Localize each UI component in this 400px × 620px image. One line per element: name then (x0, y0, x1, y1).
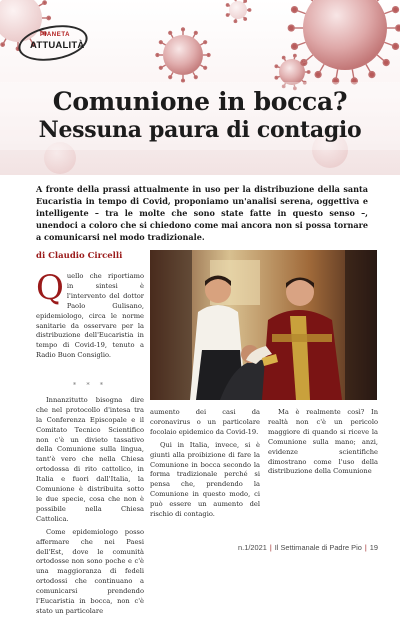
badge-section: ATTUALITÀ (30, 40, 85, 51)
virus-spike-tip (275, 65, 277, 67)
article-lead: A fronte della prassi attualmente in uso per la distribuzione della santa Eucaristia in tempo di Covid, proponiamo un'analisi serena, oggettiva e intelligente – tra le molte che sono state fatte in questo senso –, unendoci a coloro che si chiedono come mai ancora non si possa tornare a comunicarsi nel modo tradizionale. (36, 184, 368, 242)
virus-spike-tip (383, 60, 389, 66)
virus-spike-tip (204, 41, 207, 44)
virus-spike-tip (292, 7, 298, 13)
column-2 (150, 408, 260, 523)
virus-spike-tip (369, 72, 375, 78)
virus-spike-tip (1, 43, 4, 46)
virus-center (163, 35, 203, 75)
virus-spike (304, 0, 313, 1)
virus-spike-tip (204, 66, 207, 69)
virus-spike-tip (226, 14, 228, 16)
virus-spike-tip (244, 18, 246, 20)
virus-spike-tip (169, 31, 172, 34)
paragraph: aumento dei casi da coronavirus o un particolare focolaio epidemico da Covid-19. (150, 408, 260, 436)
paragraph: Innanzitutto bisogna dire che nel protocollo d'intesa tra la Conferenza Episcopale e il Comitato Tecnico Scientifico non c'è un divieto tassativo della Comunione sulla lingua, tant'è vero che nella Chiesa ortodossa di rito cattolico, in Italia e fuori dall'Italia, la Comunione è distribuita sotto le due specie, cosa che non è possibile nella Chiesa Cattolica. (36, 395, 144, 523)
virus-spike-tip (182, 28, 185, 31)
communion-photo (150, 250, 377, 400)
issue-number: n.1/2021 (238, 543, 267, 552)
virus-spike-tip (294, 54, 296, 56)
intro-paragraph: uello che riportiamo in sintesi è l'intervento del dottor Paolo Gulisano, epidemiologo, circa le norme sanitarie da osservare per la distribuzione dell'Eucaristia in tempo di Covid-19, tenuto a Radio Buon Consiglio. (36, 272, 144, 360)
virus-spike-tip (307, 71, 309, 73)
virus-spike-tip (159, 66, 162, 69)
dropcap: Q (36, 268, 64, 308)
virus-spike-tip (226, 4, 228, 6)
virus-spike-tip (393, 43, 399, 49)
article-subtitle: Nessuna paura di contagio (38, 117, 362, 143)
virus-spike-tip (194, 31, 197, 34)
column-1-body (36, 377, 144, 620)
virus-spike-tip (396, 25, 400, 31)
footer-separator: | (269, 543, 272, 552)
virus-spike-tip (234, 20, 236, 22)
virus-spike-tip (393, 7, 399, 13)
virus-spike-tip (43, 1, 46, 4)
virus-spike-tip (282, 56, 284, 58)
footer-separator: | (364, 543, 367, 552)
article-title: Comunione in bocca? (52, 87, 348, 116)
virus-spike-tip (275, 76, 277, 78)
virus-spike-tip (156, 54, 159, 57)
paragraph: Ma è realmente così? In realtà non c'è un pericolo maggiore di quando si riceve la Comunione sulla mano; anzi, evidenze scientifiche dimostrano come l'uso della distribuzione della Comunione (268, 408, 378, 476)
paragraph: Come epidemiologo posso affermare che nei Paesi dell'Est, dove le comunità ortodosse non sono poche e c'è una maggioranza di fedeli ortodossi che continuano a comunicarsi prendendo l'Eucaristia in bocca, non c'è stato un particolare (36, 527, 144, 615)
paragraph: Qui in Italia, invece, si è giunti alla proibizione di fare la Comunione in bocca secondo la forma tradizionale perché si pensa che, prendendo la Comunione in questo modo, ci può essere un aumento del rischio di contagio. (150, 440, 260, 519)
virus-spike-tip (292, 43, 298, 49)
article-photo (150, 250, 377, 400)
badge-kicker: PIANETA (40, 32, 71, 38)
virus-spike-tip (304, 60, 306, 62)
virus-tiny (229, 1, 247, 19)
section-badge (18, 22, 90, 66)
virus-spike-tip (244, 0, 246, 2)
magazine-name: Il Settimanale di Padre Pio (274, 543, 362, 552)
virus-spike-tip (315, 72, 321, 78)
article-byline: di Claudio Circelli (36, 251, 123, 261)
virus-spike-tip (194, 76, 197, 79)
page-number: 19 (369, 543, 378, 552)
virus-spike-tip (207, 54, 210, 57)
virus-spike-tip (169, 76, 172, 79)
section-separator: * * * (72, 381, 108, 389)
column-1-intro (36, 268, 144, 361)
virus-spike-tip (159, 41, 162, 44)
virus-large-right (303, 0, 387, 70)
column-3 (268, 408, 378, 480)
page-footer (238, 543, 378, 552)
virus-spike-tip (248, 9, 250, 11)
virus-spike-tip (288, 25, 294, 31)
virus-spike (377, 0, 386, 1)
virus-spike-tip (47, 16, 50, 19)
